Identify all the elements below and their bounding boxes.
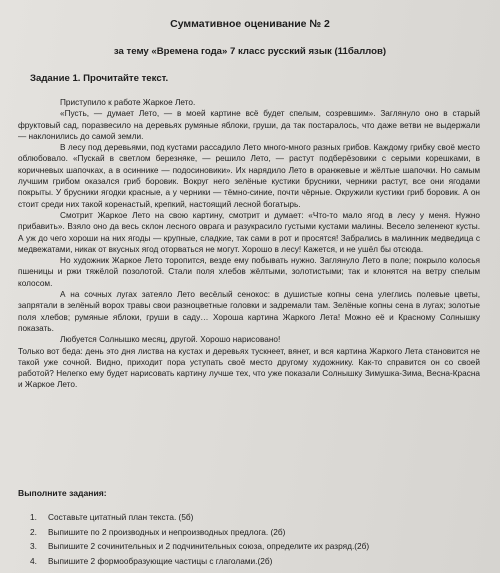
task1-heading: Задание 1. Прочитайте текст. [30,73,169,84]
assignment-number: 3. [30,541,37,551]
assignments-list [30,512,369,570]
assignment-number: 2. [30,526,37,537]
paragraph: Но художник Жаркое Лето торопится, везде ему побывать нужно. Заглянуло Лето в поле; покрыло колосья пшеницы и ржи тяжёлой позолотой. Стали поля хлебов жёлтыми, золотистыми; так и клонятся на ветру спелым колосом. [18,256,480,288]
paragraph: Приступило к работе Жаркое Лето. [60,98,196,107]
reading-text [18,97,480,391]
paragraph: Смотрит Жаркое Лето на свою картину, смотрит и думает: «Что-то мало ягод в лесу у меня. Нужно прибавить». Взяло оно да весь склон лесного оврага и разукрасило густыми кустами малины. Весело зеленеют кусты. А уж до чего хороши на них ягоды — крупные, сладкие, так сами в рот и просятся! Забрались в малинник медведица с медвежатами, никак от вкусных ягод оторваться не могут. Хорошо в лесу! Кажется, и не ушёл бы отсюда. [18,210,480,254]
assignment-item [30,527,369,542]
assignment-item [30,556,369,571]
assignment-item [30,541,369,556]
paragraph: Любуется Солнышко месяц, другой. Хорошо нарисовано! [60,335,281,345]
assignment-item [30,512,369,527]
assignment-text: Выпишите 2 формообразующие частицы с глаголами.(2б) [48,555,273,566]
assignment-text: Составьте цитатный план текста. (5б) [48,512,194,522]
assignment-number: 1. [30,512,37,522]
document-subtitle: за тему «Времена года» 7 класс русский язык (11баллов) [113,46,387,57]
paragraph: Только вот беда: день это дня листва на кустах и деревьях тускнеет, вянет, и вся картина Жаркого Лета становится не такой уже сочной. Видно, приходит пора уступать своё место другому художнику. Как-то справится он со своей работой? Нелегко ему будет нарисовать картину лучше тех, что уже показали Солнышку Зимушка-Зима, Весна-Красна и Жаркое Лето. [18,346,480,390]
document-title: Суммативное оценивание № 2 [170,18,330,30]
paragraph: А на сочных лугах затеяло Лето весёлый сенокос: в душистые копны сена улеглись полевые цветы, запрятали в зелёный ворох травы свои разноцветные головки и задремали там. Зелёные копны сена в лугах; золотые поля хлебов; румяные яблоки, груши в саду… Хороша картина Жаркого Лета! Можно её и Красному Солнышку показать. [18,290,480,333]
paragraph: «Пусть, — думает Лето, — в моей картине всё будет спелым, созревшим». Заглянуло оно в старый фруктовый сад, поразвесило на деревьях румяные яблоки, груши, да так постаралось, что даже ветви не выдержали — наклонились до самой земли. [18,109,480,141]
assignment-number: 4. [30,555,37,566]
paragraph: В лесу под деревьями, под кустами рассадило Лето много-много разных грибов. Каждому грибку своё место облюбовало. «Пускай в светлом березняке, — решило Лето, — растут подберёзовики с серыми корешками, в коричневых шапочках, а в осиннике — подосиновики». Их нарядило Лето в оранжевые и жёлтые шапочки. Но самым лучшим грибом оказался гриб боровик. Вокруг него зелёные кустики брусники, черники растут, все они ягодами покрыты. У брусники ягодки красные, а у черники — тёмно-синие, почти чёрные. Окружили кустики гриб боровик. А он стоит среди них такой коренастый, крепкий, настоящий лесной богатырь. [18,143,480,209]
assignments-heading: Выполните задания: [18,488,107,498]
assignment-text: Выпишите 2 сочинительных и 2 подчинительных союза, определите их разряд.(2б) [48,541,370,551]
assignment-text: Выпишите по 2 производных и непроизводных предлога. (2б) [48,526,286,537]
